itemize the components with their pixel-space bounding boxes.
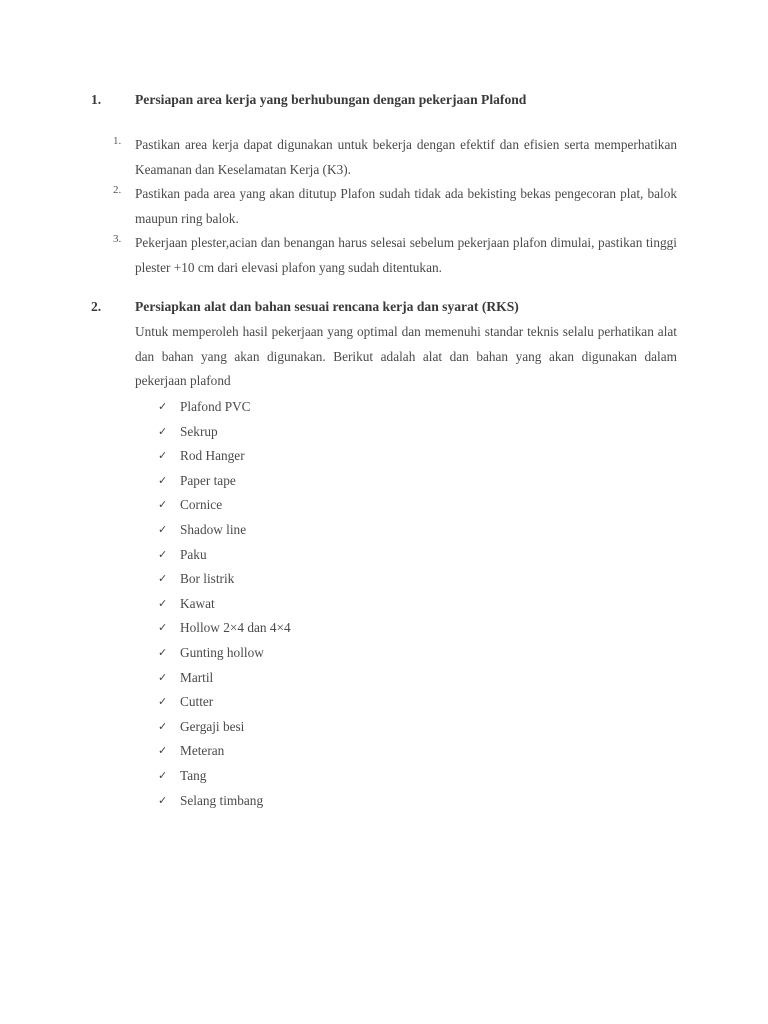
checklist-item bbox=[0, 469, 768, 494]
checklist-item-label: Gergaji besi bbox=[180, 718, 245, 734]
section-1-title: Persiapan area kerja yang berhubungan dengan pekerjaan Plafond bbox=[135, 92, 527, 107]
check-icon: ✓ bbox=[158, 695, 168, 709]
list-item bbox=[0, 182, 768, 231]
checklist-item bbox=[0, 690, 768, 715]
checklist-item-label: Meteran bbox=[180, 743, 225, 759]
check-icon: ✓ bbox=[158, 744, 168, 758]
checklist-item-label: Gunting hollow bbox=[180, 644, 264, 660]
list-item-text: Pastikan area kerja dapat digunakan untuk bekerja dengan efektif dan efisien serta memperhatikan Keamanan dan Keselamatan Kerja (K3). bbox=[135, 137, 677, 177]
checklist-item-label: Martil bbox=[180, 669, 214, 685]
check-icon: ✓ bbox=[158, 473, 168, 487]
check-icon: ✓ bbox=[158, 522, 168, 536]
list-item-text: Pastikan pada area yang akan ditutup Plafon sudah tidak ada bekisting bekas pengecoran plat, balok maupun ring balok. bbox=[135, 186, 677, 226]
tools-materials-checklist bbox=[0, 395, 768, 813]
section-2-number: 2. bbox=[91, 299, 102, 314]
checklist-item-label: Paku bbox=[180, 546, 207, 562]
check-icon: ✓ bbox=[158, 498, 168, 512]
check-icon: ✓ bbox=[158, 572, 168, 586]
check-icon: ✓ bbox=[158, 719, 168, 733]
checklist-item bbox=[0, 616, 768, 641]
checklist-item-label: Tang bbox=[180, 767, 207, 783]
section-2-intro: Untuk memperoleh hasil pekerjaan yang optimal dan memenuhi standar teknis selalu perhatikan alat dan bahan yang akan digunakan. Berikut adalah alat dan bahan yang akan digunakan dalam pekerjaan plafond bbox=[135, 324, 677, 389]
list-item bbox=[0, 231, 768, 280]
section-1-number: 1. bbox=[91, 92, 102, 107]
checklist-item-label: Bor listrik bbox=[180, 571, 235, 587]
checklist-item bbox=[0, 518, 768, 543]
checklist-item-label: Cornice bbox=[180, 497, 223, 513]
checklist-item-label: Selang timbang bbox=[180, 792, 264, 808]
checklist-item bbox=[0, 493, 768, 518]
checklist-item bbox=[0, 739, 768, 764]
checklist-item bbox=[0, 666, 768, 691]
list-item-number: 1. bbox=[113, 135, 122, 147]
check-icon: ✓ bbox=[158, 400, 168, 413]
list-item-text: Pekerjaan plester,acian dan benangan harus selesai sebelum pekerjaan plafon dimulai, pastikan tinggi plester +10 cm dari elevasi plafon yang sudah ditentukan. bbox=[135, 235, 677, 275]
check-icon: ✓ bbox=[158, 793, 168, 807]
checklist-item bbox=[0, 567, 768, 592]
checklist-item-label: Sekrup bbox=[180, 423, 218, 439]
checklist-item-label: Rod Hanger bbox=[180, 448, 245, 464]
checklist-item-label: Kawat bbox=[180, 595, 215, 611]
checklist-item-label: Shadow line bbox=[180, 521, 247, 537]
check-icon: ✓ bbox=[158, 547, 168, 561]
checklist-item-label: Cutter bbox=[180, 694, 214, 710]
check-icon: ✓ bbox=[158, 424, 168, 438]
checklist-item bbox=[0, 395, 768, 420]
checklist-item bbox=[0, 764, 768, 789]
checklist-item bbox=[0, 543, 768, 568]
check-icon: ✓ bbox=[158, 596, 168, 610]
checklist-item bbox=[0, 641, 768, 666]
check-icon: ✓ bbox=[158, 670, 168, 684]
check-icon: ✓ bbox=[158, 645, 168, 659]
list-item-number: 2. bbox=[113, 184, 122, 196]
checklist-item bbox=[0, 789, 768, 814]
check-icon: ✓ bbox=[158, 768, 168, 782]
checklist-item bbox=[0, 715, 768, 740]
section-1-list bbox=[0, 133, 768, 280]
check-icon: ✓ bbox=[158, 621, 168, 635]
checklist-item-label: Paper tape bbox=[180, 472, 236, 488]
list-item bbox=[0, 133, 768, 182]
section-2-title: Persiapkan alat dan bahan sesuai rencana kerja dan syarat (RKS) bbox=[135, 299, 519, 314]
checklist-item bbox=[0, 420, 768, 445]
list-item-number: 3. bbox=[113, 233, 122, 245]
checklist-item-label: Plafond PVC bbox=[180, 399, 251, 414]
checklist-item bbox=[0, 444, 768, 469]
check-icon: ✓ bbox=[158, 449, 168, 463]
checklist-item-label: Hollow 2×4 dan 4×4 bbox=[180, 620, 291, 636]
checklist-item bbox=[0, 592, 768, 617]
